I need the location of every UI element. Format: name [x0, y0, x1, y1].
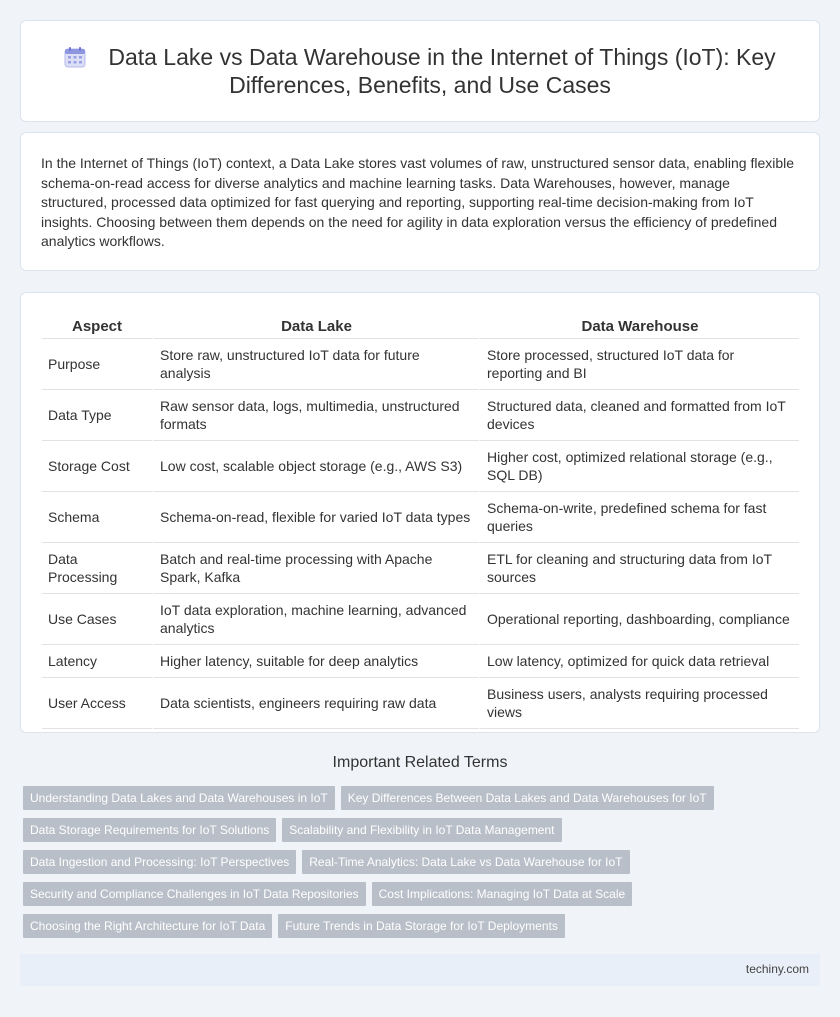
- aspect-cell: Storage Cost: [42, 441, 152, 492]
- calendar-icon: [64, 46, 86, 68]
- tag-row: [23, 850, 823, 882]
- aspect-cell: Purpose: [42, 339, 152, 390]
- data-warehouse-cell: Higher cost, optimized relational storage (e.g., SQL DB): [479, 441, 799, 492]
- page-title-text: Data Lake vs Data Warehouse in the Internet of Things (IoT): Key Differences, Benefits, and Use Cases: [108, 44, 776, 98]
- header-data-lake: Data Lake: [152, 315, 479, 339]
- related-term-tag[interactable]: Cost Implications: Managing IoT Data at Scale: [372, 882, 633, 906]
- table-row: [42, 594, 799, 645]
- related-term-tag[interactable]: Data Storage Requirements for IoT Solutions: [23, 818, 276, 842]
- tag-row: [23, 818, 823, 850]
- data-warehouse-cell: Structured data, cleaned and formatted from IoT devices: [479, 390, 799, 441]
- header-aspect: Aspect: [42, 315, 152, 339]
- data-warehouse-cell: ETL for cleaning and structuring data from IoT sources: [479, 543, 799, 594]
- aspect-cell: Data Type: [42, 390, 152, 441]
- related-term-tag[interactable]: Choosing the Right Architecture for IoT Data: [23, 914, 272, 938]
- data-warehouse-cell: Business users, analysts requiring processed views: [479, 678, 799, 729]
- tag-row: [23, 914, 823, 946]
- related-term-tag[interactable]: Understanding Data Lakes and Data Warehouses in IoT: [23, 786, 335, 810]
- aspect-cell: User Access: [42, 678, 152, 729]
- data-lake-cell: Batch and real-time processing with Apache Spark, Kafka: [152, 543, 479, 594]
- data-warehouse-cell: Store processed, structured IoT data for reporting and BI: [479, 339, 799, 390]
- table-row: [42, 645, 799, 678]
- footer: [20, 954, 820, 986]
- table-row: [42, 543, 799, 594]
- data-lake-cell: Schema-on-read, flexible for varied IoT data types: [152, 492, 479, 543]
- related-term-tag[interactable]: Security and Compliance Challenges in IoT Data Repositories: [23, 882, 366, 906]
- page-title: [21, 43, 819, 99]
- related-term-tag[interactable]: Real-Time Analytics: Data Lake vs Data Warehouse for IoT: [302, 850, 629, 874]
- data-warehouse-cell: Operational reporting, dashboarding, compliance: [479, 594, 799, 645]
- table-header-row: [42, 315, 799, 339]
- table-row: [42, 492, 799, 543]
- data-lake-cell: Low cost, scalable object storage (e.g., AWS S3): [152, 441, 479, 492]
- comparison-card: [20, 292, 820, 733]
- aspect-cell: Use Cases: [42, 594, 152, 645]
- aspect-cell: Data Processing: [42, 543, 152, 594]
- data-warehouse-cell: Low latency, optimized for quick data retrieval: [479, 645, 799, 678]
- aspect-cell: Latency: [42, 645, 152, 678]
- summary-paragraph: In the Internet of Things (IoT) context, a Data Lake stores vast volumes of raw, unstructured sensor data, enabling flexible schema-on-read access for diverse analytics and machine learning tasks. Data Warehouses, however, manage structured, processed data optimized for fast querying and reporting, supporting real-time decision-making from IoT insights. Choosing between them depends on the need for agility in data exploration versus the efficiency of predefined analytics workflows.: [41, 155, 795, 249]
- aspect-cell: Schema: [42, 492, 152, 543]
- footer-site-link[interactable]: techiny.com: [745, 962, 809, 976]
- data-lake-cell: IoT data exploration, machine learning, advanced analytics: [152, 594, 479, 645]
- header-data-warehouse: Data Warehouse: [479, 315, 799, 339]
- table-row: [42, 390, 799, 441]
- table-row: [42, 441, 799, 492]
- related-terms-heading: Important Related Terms: [332, 754, 508, 771]
- tag-row: [23, 786, 823, 818]
- summary-card: [20, 132, 820, 271]
- data-warehouse-cell: Schema-on-write, predefined schema for fast queries: [479, 492, 799, 543]
- data-lake-cell: Data scientists, engineers requiring raw data: [152, 678, 479, 729]
- related-terms-list: [23, 786, 823, 946]
- related-term-tag[interactable]: Scalability and Flexibility in IoT Data Management: [282, 818, 561, 842]
- data-lake-cell: Store raw, unstructured IoT data for future analysis: [152, 339, 479, 390]
- data-lake-cell: Higher latency, suitable for deep analytics: [152, 645, 479, 678]
- table-row: [42, 678, 799, 729]
- data-lake-cell: Raw sensor data, logs, multimedia, unstructured formats: [152, 390, 479, 441]
- table-row: [42, 339, 799, 390]
- tag-row: [23, 882, 823, 914]
- related-term-tag[interactable]: Future Trends in Data Storage for IoT Deployments: [278, 914, 565, 938]
- related-term-tag[interactable]: Data Ingestion and Processing: IoT Perspectives: [23, 850, 296, 874]
- related-term-tag[interactable]: Key Differences Between Data Lakes and Data Warehouses for IoT: [341, 786, 714, 810]
- comparison-table: [42, 315, 799, 729]
- title-card: [20, 20, 820, 122]
